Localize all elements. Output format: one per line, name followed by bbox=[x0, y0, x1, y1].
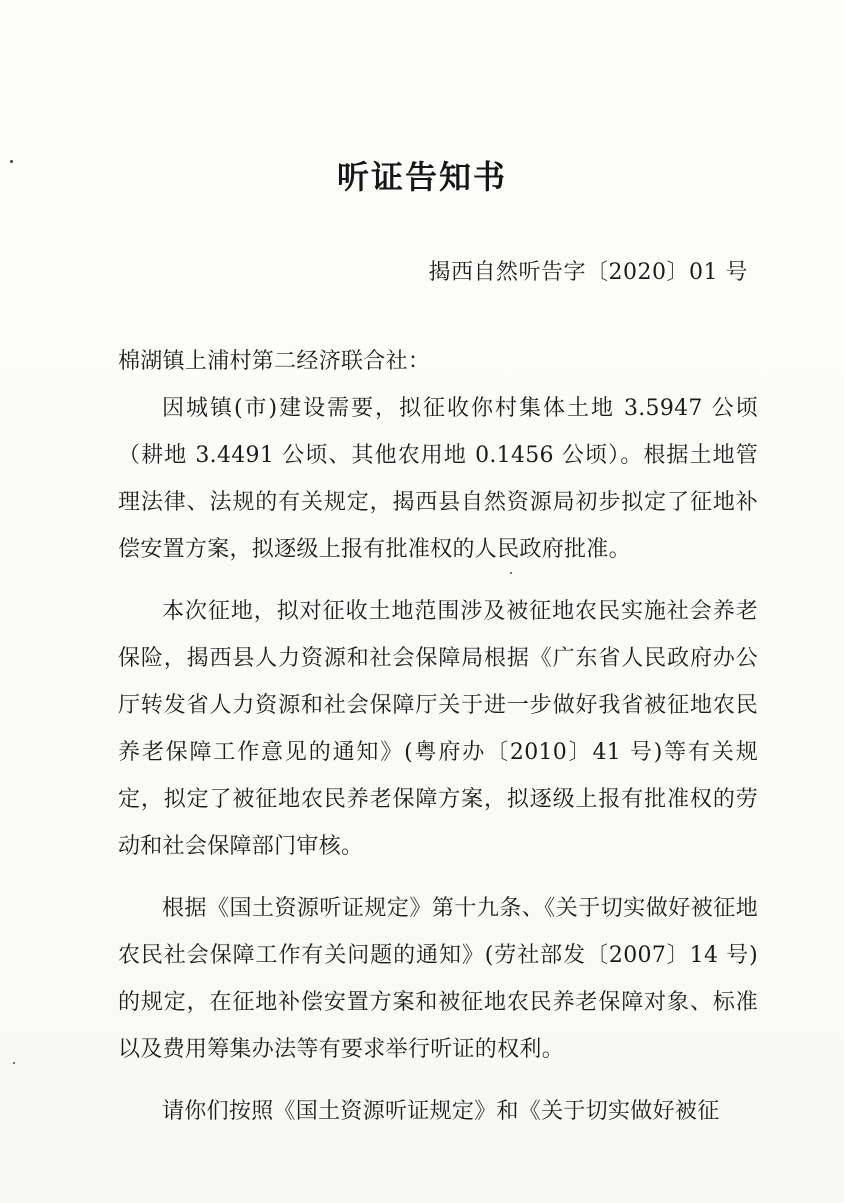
document-title: 听证告知书 bbox=[336, 158, 507, 196]
document-body bbox=[118, 338, 758, 1150]
scan-speck bbox=[10, 160, 13, 163]
paragraph-4: 请你们按照《国土资源听证规定》和《关于切实做好被征 bbox=[162, 1099, 720, 1124]
paragraph-1: 因城镇(市)建设需要，拟征收你村集体土地 3.5947 公顷（耕地 3.4491 公顷、其他农用地 0.1456 公顷）。根据土地管理法律、法规的有关规定，揭西县自然资源局初步拟定了征地补偿安置方案，拟逐级上报有批准权的人民政府批准。 bbox=[118, 396, 758, 562]
paragraph-2: 本次征地，拟对征收土地范围涉及被征地农民实施社会养老保险，揭西县人力资源和社会保障局根据《广东省人民政府办公厅转发省人力资源和社会保障厅关于进一步做好我省被征地农民养老保障工作意见的通知》(粤府办〔2010〕41 号)等有关规定，拟定了被征地农民养老保障方案，拟逐级上报有批准权的劳动和社会保障部门审核。 bbox=[118, 599, 758, 859]
scan-speck bbox=[510, 572, 512, 574]
scan-speck bbox=[13, 1062, 15, 1064]
document-number: 揭西自然听告字〔2020〕01 号 bbox=[428, 260, 748, 285]
paragraph-3: 根据《国土资源听证规定》第十九条、《关于切实做好被征地农民社会保障工作有关问题的通知》(劳社部发〔2007〕14 号)的规定，在征地补偿安置方案和被征地农民养老保障对象、标准以及费用筹集办法等有要求举行听证的权利。 bbox=[118, 896, 758, 1062]
salutation: 棉湖镇上浦村第二经济联合社： bbox=[118, 349, 431, 374]
